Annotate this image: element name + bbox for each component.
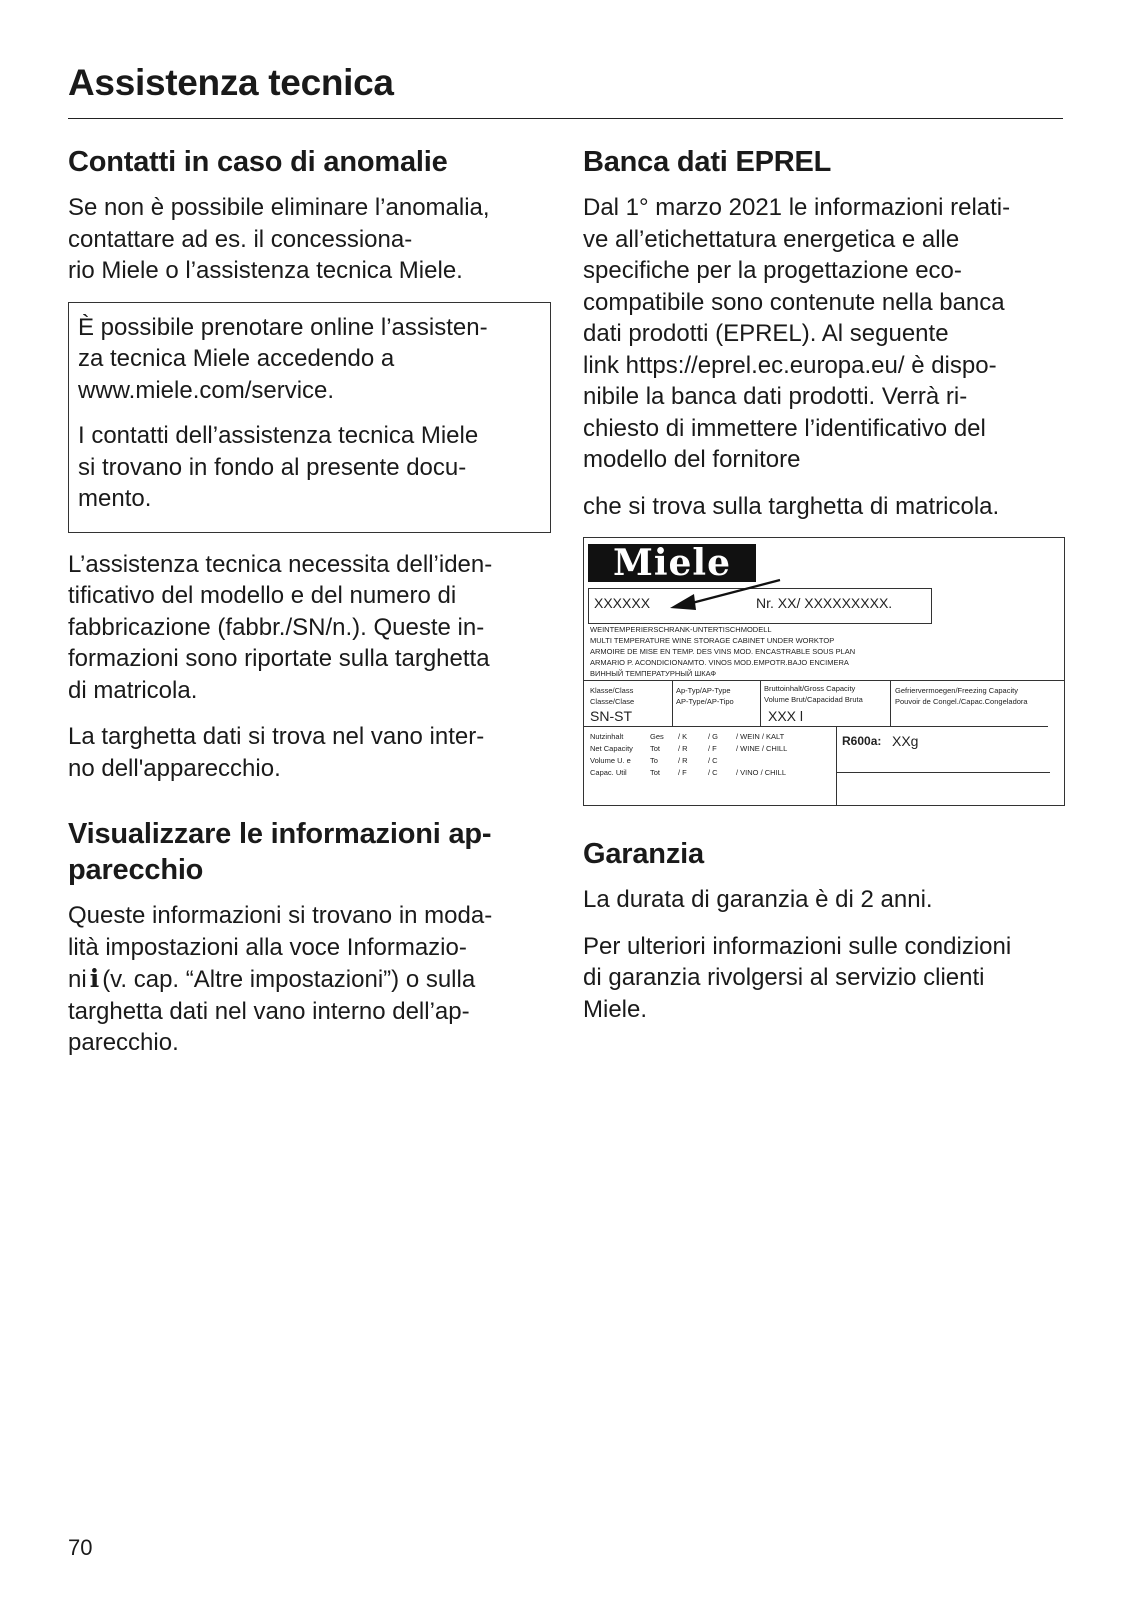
capacity-row-cell: / C [708, 768, 718, 777]
capacity-row-cell: / R [678, 744, 688, 753]
gross-capacity-label: Volume Brut/Capacidad Bruta [764, 695, 863, 704]
note-line: I contatti dell’assistenza tecnica Miele [78, 422, 479, 449]
page-number: 70 [68, 1535, 93, 1560]
refrigerant-value: XXg [892, 733, 919, 749]
contacts-heading: Contatti in caso di anomalie [68, 146, 448, 178]
device-info-heading-line: parecchio [68, 854, 204, 886]
refrigerant-label: R600a: [842, 734, 882, 748]
plate-location-paragraph [68, 721, 551, 784]
freezing-capacity-label: Gefriervermoegen/Freezing Capacity [895, 686, 1018, 695]
plate-divider [584, 680, 1064, 681]
identification-paragraph [68, 549, 551, 707]
capacity-row-cell: / C [708, 756, 718, 765]
device-info-line: (v. cap. “Altre impostazioni”) o sulla [102, 966, 476, 993]
eprel-line: nibile la banca dati prodotti. Verrà ri- [583, 383, 968, 410]
device-info-heading-line: Visualizzare le informazioni ap- [68, 818, 492, 850]
contacts-intro [68, 192, 551, 287]
note-line: za tecnica Miele accedendo a [78, 345, 395, 372]
identification-line: tificativo del modello e del numero di [68, 582, 457, 609]
contacts-intro-line: contattare ad es. il concessiona- [68, 225, 413, 253]
plate-divider [836, 772, 1050, 773]
miele-logo: Miele [588, 544, 756, 582]
plate-divider [672, 680, 673, 726]
capacity-row-cell: / K [678, 732, 688, 741]
note-line: È possibile prenotare online l’assisten- [78, 313, 488, 341]
capacity-row-cell: / G [708, 732, 719, 741]
plate-description: ВИННЫЙ ТЕМПЕРАТУРНЫЙ ШКАФ [590, 669, 717, 678]
capacity-row-label: Nutzinhalt [590, 732, 624, 741]
capacity-row-cell: / F [708, 744, 717, 753]
info-icon: i [89, 964, 100, 993]
device-info-line: targhetta dati nel vano interno dell’ap- [68, 997, 470, 1025]
capacity-row-cell: / VINO / CHILL [736, 768, 787, 777]
class-label: Klasse/Class [590, 686, 634, 695]
eprel-line: specifiche per la progettazione eco- [583, 257, 962, 284]
note-line: mento. [78, 485, 152, 512]
eprel-plate-note: che si trova sulla targhetta di matricola. [583, 492, 1000, 520]
service-note-contacts [78, 420, 541, 515]
ap-type-label: AP-Type/AP-Tipo [676, 697, 734, 706]
title-divider [68, 118, 1063, 119]
note-line: www.miele.com/service. [78, 376, 335, 404]
identification-line: formazioni sono riportate sulla targhetta [68, 645, 490, 672]
plate-location-line: no dell'apparecchio. [68, 754, 281, 782]
service-note-booking [78, 312, 541, 407]
device-info-line: lità impostazioni alla voce Informazio- [68, 933, 467, 961]
identification-line: di matricola. [68, 676, 198, 704]
plate-divider [836, 726, 837, 805]
contacts-intro-line: rio Miele o l’assistenza tecnica Miele. [68, 257, 463, 284]
device-info-line: ni [68, 966, 87, 993]
identification-line: fabbricazione (fabbr./SN/n.). Queste in- [68, 613, 485, 641]
service-note-box [68, 302, 551, 533]
model-id: XXXXXX [594, 595, 651, 611]
plate-description: MULTI TEMPERATURE WINE STORAGE CABINET UNDER WORKTOP [590, 636, 835, 645]
capacity-row-label: Net Capacity [590, 744, 633, 753]
capacity-row-cell: Ges [650, 732, 664, 741]
eprel-line: chiesto di immettere l’identificativo del [583, 414, 986, 442]
eprel-line: modello del fornitore [583, 446, 801, 473]
class-value: SN-ST [590, 708, 632, 724]
capacity-row-label: Capac. Util [590, 768, 627, 777]
capacity-row-cell: / R [678, 756, 688, 765]
warranty-line: di garanzia rivolgersi al servizio clienti [583, 964, 985, 991]
plate-divider [890, 680, 891, 726]
plate-description: WEINTEMPERIERSCHRANK-UNTERTISCHMODELL [590, 625, 772, 634]
gross-capacity-label: Bruttoinhalt/Gross Capacity [764, 684, 856, 693]
capacity-row-cell: / WEIN / KALT [736, 732, 785, 741]
warranty-heading: Garanzia [583, 838, 704, 870]
plate-description: ARMOIRE DE MISE EN TEMP. DES VINS MOD. ENCASTRABLE SOUS PLAN [590, 647, 856, 656]
device-info-line: Queste informazioni si trovano in moda- [68, 902, 493, 929]
capacity-row-cell: Tot [650, 768, 661, 777]
warranty-duration: La durata di garanzia è di 2 anni. [583, 886, 933, 913]
contacts-intro-line: Se non è possibile eliminare l’anomalia, [68, 194, 490, 221]
left-column [68, 144, 551, 1074]
eprel-heading: Banca dati EPREL [583, 146, 832, 178]
capacity-row-label: Volume U. e [590, 756, 631, 765]
plate-divider [584, 726, 1048, 727]
warranty-info-paragraph [583, 931, 1066, 1026]
identification-line: L’assistenza tecnica necessita dell’iden- [68, 550, 493, 578]
right-column [583, 144, 1066, 1040]
note-line: si trovano in fondo al presente docu- [78, 453, 467, 481]
eprel-paragraph [583, 192, 1066, 476]
serial-number: Nr. XX/ XXXXXXXXX. [756, 595, 893, 611]
eprel-line: dati prodotti (EPREL). Al seguente [583, 320, 949, 347]
device-info-paragraph [68, 900, 551, 1059]
eprel-line: Dal 1° marzo 2021 le informazioni relati- [583, 194, 1011, 221]
warranty-line: Per ulteriori informazioni sulle condizioni [583, 932, 1012, 960]
capacity-row-cell: Tot [650, 744, 661, 753]
capacity-row-cell: / F [678, 768, 687, 777]
device-info-heading [68, 816, 551, 888]
gross-capacity-value: XXX l [768, 708, 804, 724]
rating-plate-illustration [583, 537, 1065, 806]
device-info-line: parecchio. [68, 1029, 179, 1056]
warranty-line: Miele. [583, 995, 648, 1023]
plate-location-line: La targhetta dati si trova nel vano inter- [68, 723, 485, 750]
capacity-row-cell: / WINE / CHILL [736, 744, 788, 753]
plate-divider [760, 680, 761, 726]
class-label: Classe/Clase [590, 697, 635, 706]
capacity-row-cell: To [650, 756, 658, 765]
ap-type-label: Ap-Typ/AP-Type [676, 686, 731, 695]
page-title: Assistenza tecnica [68, 62, 394, 103]
freezing-capacity-label: Pouvoir de Congel./Capac.Congeladora [895, 697, 1028, 706]
plate-description: ARMARIO P. ACONDICIONAMTO. VINOS MOD.EMPOTR.BAJO ENCIMERA [590, 658, 849, 667]
eprel-line: ve all’etichettatura energetica e alle [583, 225, 960, 253]
eprel-line: compatibile sono contenute nella banca [583, 288, 1005, 316]
eprel-link-line: link https://eprel.ec.europa.eu/ è dispo- [583, 351, 997, 379]
